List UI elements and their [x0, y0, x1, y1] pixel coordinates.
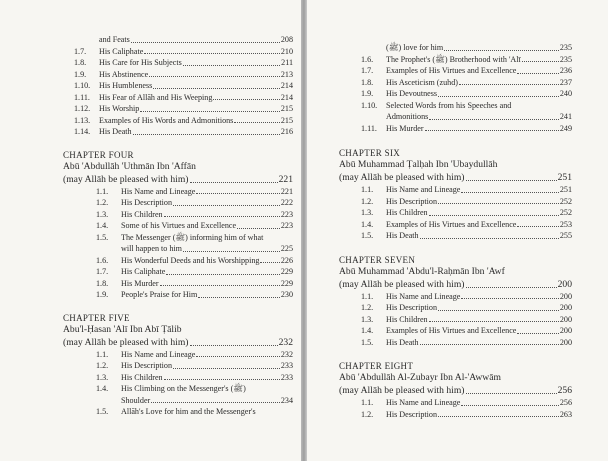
toc-page: 234 [280, 395, 293, 405]
toc-entry: 1.11. His Murder 249 [361, 123, 572, 133]
toc-title: His Children [386, 208, 428, 217]
toc-page: 230 [280, 290, 293, 299]
toc-entry: 1.4. Some of his Virtues and Excellence 223 [96, 221, 293, 230]
toc-entry: 1.4. Examples of His Virtues and Excellence 200 [361, 326, 572, 335]
toc-entry [361, 42, 572, 54]
toc-title: Some of his Virtues and Excellence [121, 221, 237, 230]
toc-title: Examples of His Virtues and Excellence [386, 66, 517, 75]
toc-page: 200 [559, 326, 572, 335]
toc-entry: 1.5. His Death 200 [361, 337, 572, 347]
toc-title: Selected Words from his Speeches and [386, 100, 512, 110]
toc-title: His Murder [386, 123, 424, 133]
chapter-eight-section [339, 361, 572, 397]
toc-title: His Worship [99, 104, 140, 113]
chapter-title: Abu'l-Ḥasan 'Alī Ibn Abī Ṭālib [63, 323, 182, 335]
toc-title: His Devoutness [386, 89, 438, 98]
toc-entry [96, 243, 293, 255]
toc-page: 221 [280, 186, 293, 196]
toc-title: His Death [99, 127, 132, 136]
chapter-five-section [63, 313, 293, 349]
toc-entry: 1.2. His Description 263 [361, 409, 572, 419]
toc-entry: 1.1. His Name and Lineage 200 [361, 291, 572, 301]
right-page [307, 0, 608, 461]
toc-page: 213 [280, 69, 293, 79]
toc-title: His Death [386, 231, 419, 240]
toc-entry: 1.2. His Description 222 [96, 198, 293, 207]
toc-page: 229 [280, 278, 293, 288]
toc-entry: 1.14. His Death 216 [74, 127, 293, 136]
toc-title: and Feats [99, 35, 130, 44]
toc-entry: 1.6. The Prophet's (ﷺ) Brotherhood with 'Alī 235 [361, 54, 572, 64]
toc-page: 216 [280, 127, 293, 136]
toc-title: His Care for His Subjects [99, 58, 182, 67]
toc-page: 215 [280, 115, 293, 125]
toc-page: 210 [280, 46, 293, 56]
chapter-title: Abū Muhammad 'Abdu'l-Raḥmān Ibn 'Awf [339, 265, 505, 277]
toc-entry: 1.2. His Description 233 [96, 361, 293, 370]
toc-page: 253 [559, 219, 572, 229]
toc-entry: 1.6. His Wonderful Deeds and his Worshipping 226 [96, 255, 293, 265]
chapter-heading: CHAPTER FOUR [63, 149, 134, 160]
toc-page: 211 [281, 58, 293, 67]
toc-entry: 1.13. Examples of His Words and Admonitions 215 [74, 115, 293, 125]
toc-title: Examples of His Virtues and Excellence [386, 219, 517, 229]
toc-entry: 1.10. His Humbleness 214 [74, 81, 293, 90]
toc-entry: 1.1. His Name and Lineage 221 [96, 186, 293, 196]
toc-title: His Death [386, 337, 419, 347]
chapter-heading: CHAPTER SEVEN [339, 254, 416, 265]
toc-page: 223 [280, 221, 293, 230]
toc-title: Shoulder [121, 395, 151, 405]
toc-page: 200 [559, 303, 572, 312]
toc-title: Allāh's Love for him and the Messenger's [121, 407, 256, 416]
toc-page: 236 [559, 66, 572, 75]
toc-entry: 1.5. The Messenger (ﷺ) informing him of what [96, 232, 264, 242]
chapter-heading: CHAPTER FIVE [63, 312, 130, 323]
toc-entry: 1.8. His Asceticism (zuhd) 237 [361, 77, 572, 87]
chapter-four-section [63, 150, 293, 186]
toc-page: 200 [559, 314, 572, 324]
toc-page: 223 [280, 209, 293, 219]
toc-page: 237 [559, 77, 572, 87]
toc-entry: 1.1. His Name and Lineage 232 [96, 349, 293, 359]
toc-entry: 1.3. His Children 233 [96, 372, 293, 382]
toc-title: His Name and Lineage [386, 185, 461, 194]
toc-entry: 1.4. Examples of His Virtues and Excellence 253 [361, 219, 572, 229]
toc-title: His Description [121, 198, 173, 207]
chapter-title: Abū 'Abdullāh 'Uthmān Ibn 'Affān [63, 160, 196, 172]
toc-title: His Description [386, 303, 438, 312]
chapter-subtitle: (may Allāh be pleased with him) 200 [339, 278, 572, 290]
toc-title: His Description [386, 196, 438, 206]
chapter-subtitle: (may Allāh be pleased with him) 251 [339, 172, 572, 183]
toc-entry: 1.7. Examples of His Virtues and Excellence 236 [361, 66, 572, 75]
toc-page: 252 [559, 208, 572, 217]
toc-entry: 1.4. His Climbing on the Messenger's (ﷺ) [96, 384, 246, 393]
toc-title: His Children [121, 372, 163, 382]
toc-entry: 1.10. Selected Words from his Speeches and [361, 100, 512, 110]
toc-entry [361, 111, 572, 123]
toc-title: His Description [386, 409, 438, 419]
toc-page: 240 [559, 89, 572, 98]
toc-title: The Prophet's (ﷺ) Brotherhood with 'Alī [386, 54, 521, 64]
toc-entry: 1.8. His Murder 229 [96, 278, 293, 288]
toc-page: 222 [280, 198, 293, 207]
chapter-heading: CHAPTER SIX [339, 148, 401, 158]
toc-entry: 1.12. His Worship 215 [74, 104, 293, 113]
toc-page: 233 [280, 361, 293, 370]
toc-title: His Abstinence [99, 69, 149, 79]
toc-page: 225 [280, 244, 293, 253]
toc-page: 241 [559, 112, 572, 121]
toc-entry: 1.1. His Name and Lineage 256 [361, 398, 572, 407]
toc-page: 256 [559, 398, 572, 407]
toc-page: 214 [280, 81, 293, 90]
toc-entry [74, 34, 293, 46]
toc-page: 263 [559, 409, 572, 419]
toc-page: 235 [559, 43, 572, 52]
toc-title: People's Praise for Him [121, 290, 198, 299]
chapter-heading: CHAPTER EIGHT [339, 361, 414, 371]
toc-title: His Climbing on the Messenger's (ﷺ) [121, 384, 246, 393]
toc-entry: 1.3. His Children 223 [96, 209, 293, 219]
toc-page: 229 [280, 267, 293, 276]
toc-title: His Humbleness [99, 81, 153, 90]
chapter-subtitle: (may Allāh be pleased with him) 256 [339, 385, 572, 396]
toc-entry: 1.3. His Children 252 [361, 208, 572, 217]
toc-title: His Children [121, 209, 163, 219]
toc-title: His Wonderful Deeds and his Worshipping [121, 255, 260, 265]
toc-entry: 1.9. His Devoutness 240 [361, 89, 572, 98]
chapter-subtitle: (may Allāh be pleased with him) 232 [63, 336, 293, 348]
toc-page: 249 [559, 123, 572, 133]
toc-entry: 1.8. His Care for His Subjects 211 [74, 58, 293, 67]
chapter-title: Abū Muhammad Ṭalḥah Ibn 'Ubaydullāh [339, 159, 498, 170]
toc-entry: 1.2. His Description 252 [361, 196, 572, 206]
toc-title: will happen to him [121, 244, 182, 253]
toc-title: His Murder [121, 278, 159, 288]
toc-page: 255 [559, 231, 572, 240]
toc-page: 235 [559, 54, 572, 64]
toc-entry: 1.1. His Name and Lineage 251 [361, 185, 572, 194]
toc-entry: 1.7. His Caliphate 210 [74, 46, 293, 56]
toc-title: Examples of His Words and Admonitions [99, 115, 234, 125]
toc-page: 208 [280, 35, 293, 44]
toc-title: His Caliphate [121, 267, 166, 276]
toc-entry: 1.5. His Death 255 [361, 231, 572, 240]
toc-entry: 1.7. His Caliphate 229 [96, 267, 293, 276]
toc-entry [96, 395, 293, 407]
toc-page: 215 [280, 104, 293, 113]
toc-entry: 1.2. His Description 200 [361, 303, 572, 312]
chapter-subtitle: (may Allāh be pleased with him) 221 [63, 173, 293, 185]
toc-page: 252 [559, 196, 572, 206]
left-page [0, 0, 301, 461]
chapter-six-section [339, 148, 572, 184]
toc-title: His Caliphate [99, 46, 144, 56]
chapter-title: Abū 'Abdullāh Al-Zubayr Ibn Al-'Awwām [339, 372, 501, 383]
toc-page: 214 [280, 92, 293, 102]
toc-title: His Children [386, 314, 428, 324]
toc-title: His Name and Lineage [121, 349, 196, 359]
toc-page: 233 [280, 372, 293, 382]
toc-page: 232 [280, 349, 293, 359]
toc-title: Examples of His Virtues and Excellence [386, 326, 517, 335]
toc-entry: 1.11. His Fear of Allāh and His Weeping 214 [74, 92, 293, 102]
toc-page: 226 [280, 255, 293, 265]
toc-title: His Name and Lineage [386, 398, 461, 407]
leader-dots [131, 42, 280, 43]
toc-title: His Fear of Allāh and His Weeping [99, 92, 213, 102]
toc-title: His Description [121, 361, 173, 370]
toc-entry: 1.9. People's Praise for Him 230 [96, 290, 293, 299]
toc-entry: 1.9. His Abstinence 213 [74, 69, 293, 79]
toc-entry: 1.5. Allāh's Love for him and the Messenger's [96, 407, 256, 416]
toc-title: Admonitions [386, 112, 429, 121]
toc-title: His Name and Lineage [121, 186, 196, 196]
toc-title: His Name and Lineage [386, 291, 461, 301]
toc-title: (ﷺ) love for him [386, 43, 444, 52]
toc-page: 200 [559, 337, 572, 347]
toc-page: 200 [559, 291, 572, 301]
toc-title: His Asceticism (zuhd) [386, 77, 458, 87]
chapter-seven-section [339, 255, 572, 291]
toc-page: 251 [559, 185, 572, 194]
toc-entry: 1.3. His Children 200 [361, 314, 572, 324]
toc-title: The Messenger (ﷺ) informing him of what [121, 232, 264, 242]
